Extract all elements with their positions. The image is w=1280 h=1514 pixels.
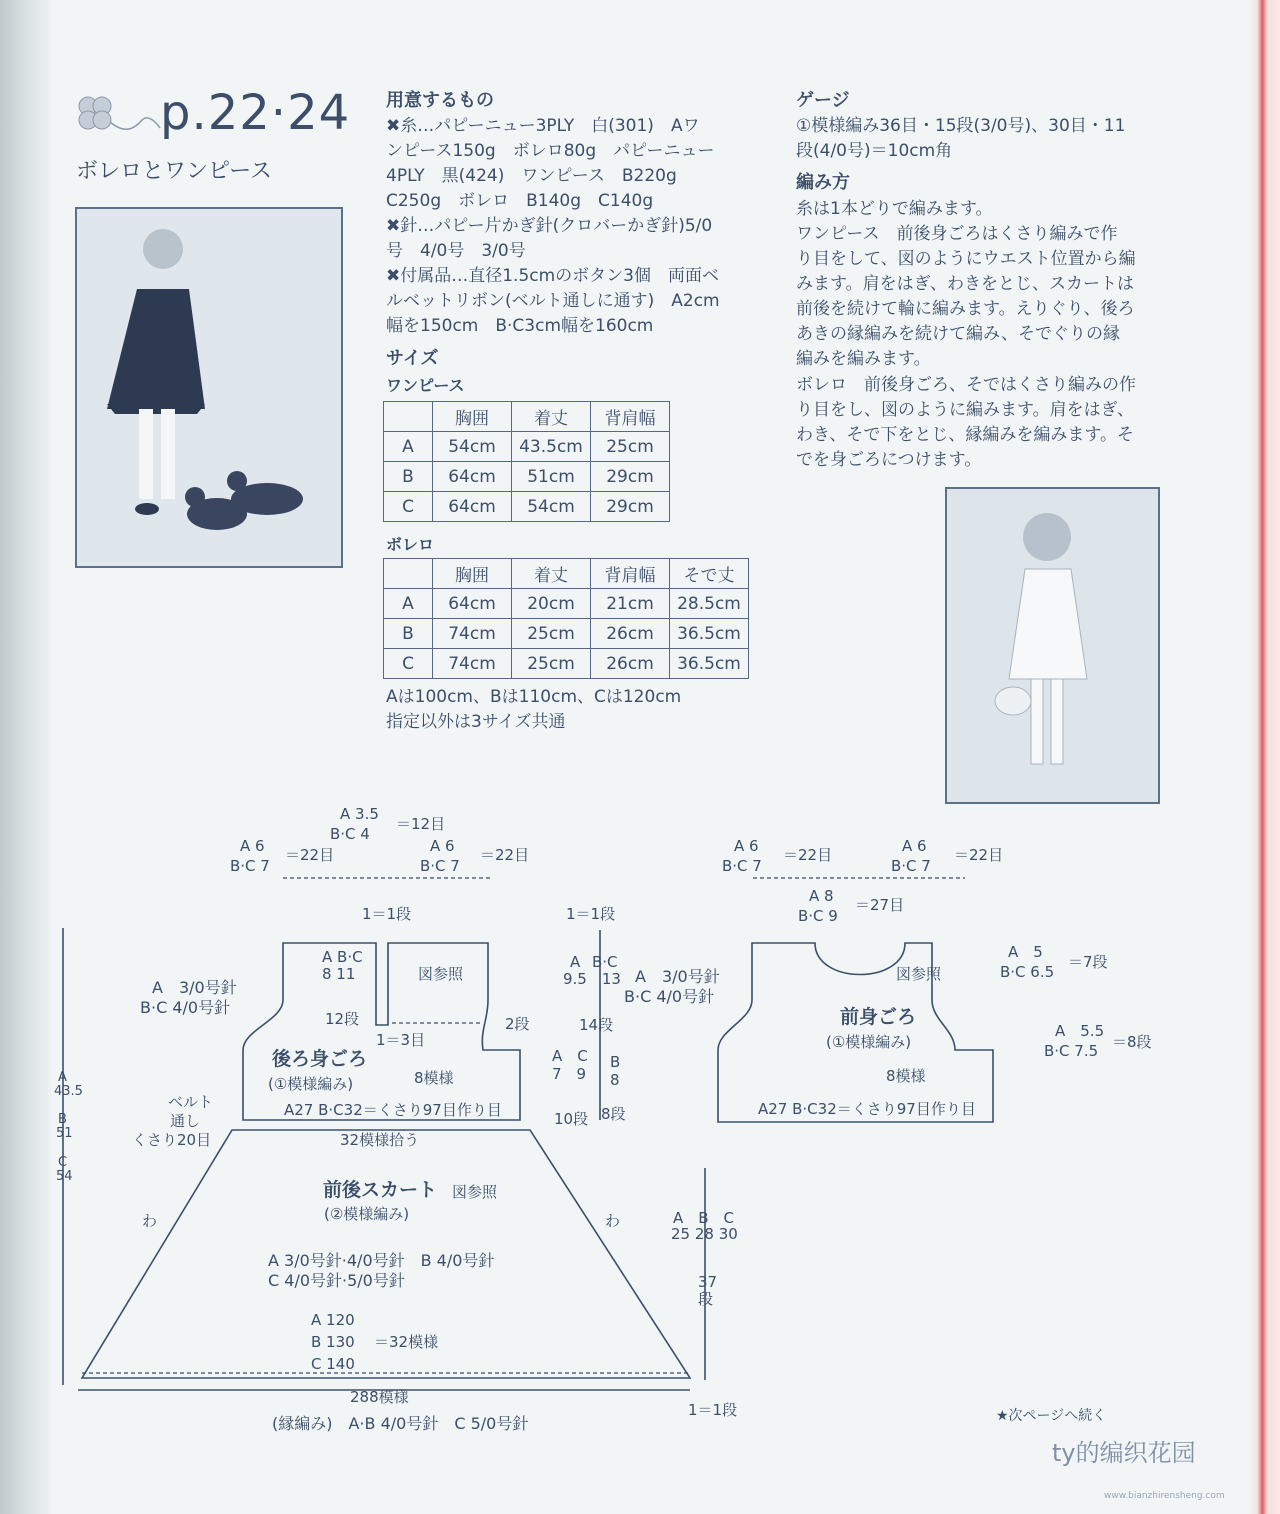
- page-reference: p.22·24: [160, 85, 351, 141]
- table-cell: 26cm: [591, 649, 670, 679]
- front-ref: 図参照: [896, 965, 942, 983]
- belt-label: くさり20目: [132, 1131, 212, 1149]
- front-shoulder-eq: ＝22目: [783, 846, 833, 864]
- materials-line: C250g ボレロ B140g C140g: [386, 191, 654, 211]
- front-shoulder-bc: B·C 7: [891, 857, 931, 875]
- mid-bc: B·C: [592, 953, 618, 971]
- back-shoulder-bc: B·C 7: [230, 857, 270, 875]
- side-b: B: [58, 1112, 67, 1127]
- skirt-pattern: (②模様編み): [324, 1205, 410, 1223]
- mid-vals: 9.5 13: [563, 970, 621, 988]
- clover-icon: [72, 92, 162, 142]
- front-t-bc: B·C 7.5: [1044, 1042, 1099, 1060]
- table-cell: A: [384, 589, 433, 619]
- method-line: ワンピース 前後身ごろはくさり編みで作: [796, 224, 1118, 244]
- table-cell: 背肩幅: [591, 559, 670, 589]
- table-row: [384, 619, 749, 649]
- table-header-row: [384, 402, 670, 432]
- table-cell: B: [384, 619, 433, 649]
- table-cell: 29cm: [591, 492, 670, 522]
- back-shoulder-eq: ＝22目: [480, 846, 530, 864]
- back-chain: A27 B·C32＝くさり97目作り目: [284, 1101, 502, 1119]
- method-line: 前後を続けて輪に編みます。えりぐり、後ろ: [796, 299, 1135, 319]
- table-cell: 25cm: [591, 432, 670, 462]
- table-cell: 25cm: [512, 649, 591, 679]
- mid-ac-rows: 10段: [554, 1110, 589, 1128]
- back-top-bc: B·C 4: [330, 825, 370, 843]
- front-shoulder-a: A 6: [902, 837, 927, 855]
- watermark-text: ty的编织花园: [1052, 1439, 1196, 1467]
- method-line: り目をして、図のようにウエスト位置から編: [796, 249, 1136, 269]
- back-repeat: 8模様: [414, 1069, 454, 1087]
- mid-b-val: 8: [610, 1071, 620, 1089]
- back-neck-rows: 12段: [325, 1010, 360, 1028]
- page-title: ボレロとワンピース: [76, 159, 273, 184]
- skirt-row1: 1＝1段: [688, 1401, 738, 1419]
- skirt-len-head: A B C: [673, 1209, 735, 1227]
- side-a: A: [58, 1070, 67, 1085]
- back-neck-a: A B·C: [322, 948, 363, 966]
- front-title: 前身ごろ: [840, 1006, 917, 1028]
- method-line: あきの縁編みを続けて編み、そでぐりの縁: [796, 324, 1121, 344]
- front-repeat: 8模様: [886, 1067, 926, 1085]
- method-line: 編みを編みます。: [796, 349, 931, 369]
- back-row3: 1＝3目: [376, 1031, 426, 1049]
- table-cell: 43.5cm: [512, 432, 591, 462]
- photo-girl-white-dress: [945, 487, 1160, 804]
- back-row1: 1＝1段: [362, 905, 412, 923]
- table-cell: 54cm: [512, 492, 591, 522]
- materials-heading: 用意するもの: [386, 90, 494, 111]
- table-cell: 着丈: [512, 402, 591, 432]
- front-shoulder-a: A 6: [734, 837, 759, 855]
- table-cell: A: [384, 432, 433, 462]
- method-line: でを身ごろにつけます。: [796, 450, 982, 470]
- table-cell: 64cm: [433, 492, 512, 522]
- mid-b-label: B: [610, 1053, 621, 1071]
- table-cell: 74cm: [433, 619, 512, 649]
- table-cell: [384, 402, 433, 432]
- table-row: [384, 432, 670, 462]
- back-shoulder-a: A 6: [240, 837, 265, 855]
- side-b-val: 51: [56, 1126, 73, 1141]
- skirt-ref: 図参照: [452, 1183, 498, 1201]
- size-note: 指定以外は3サイズ共通: [386, 712, 566, 732]
- skirt-wa-left: わ: [142, 1212, 158, 1230]
- bolero-size-label: ボレロ: [386, 535, 435, 554]
- back-ref: 図参照: [418, 965, 464, 983]
- back-top-eq: ＝12目: [396, 815, 446, 833]
- back-shoulder-eq: ＝22目: [285, 846, 335, 864]
- table-row: [384, 462, 670, 492]
- side-c: C: [58, 1155, 68, 1170]
- table-cell: 64cm: [433, 589, 512, 619]
- belt-label: ベルト: [168, 1093, 214, 1111]
- table-row: [384, 492, 670, 522]
- skirt-a: A 120: [311, 1311, 355, 1329]
- table-cell: 36.5cm: [670, 649, 749, 679]
- table-cell: 20cm: [512, 589, 591, 619]
- gauge-line: ①模様編み36目・15段(3/0号)、30目・11: [796, 116, 1126, 136]
- front-x-a: A 5: [1008, 943, 1043, 961]
- method-line: みます。肩をはぎ、わきをとじ、スカートは: [796, 274, 1134, 294]
- skirt-hook2: C 4/0号針·5/0号針: [268, 1271, 405, 1290]
- front-shoulder-eq: ＝22目: [954, 846, 1004, 864]
- table-cell: 胸囲: [433, 402, 512, 432]
- table-cell: [384, 559, 433, 589]
- bolero-size-table: [383, 558, 749, 679]
- skirt-title: 前後スカート: [323, 1179, 438, 1201]
- gauge-heading: ゲージ: [796, 90, 850, 111]
- table-cell: B: [384, 462, 433, 492]
- materials-line: 号 4/0号 3/0号: [386, 241, 526, 261]
- materials-line: ルベットリボン(ベルト通しに通す) A2cm: [386, 291, 720, 311]
- mid-hook-a: A 3/0号針: [635, 967, 720, 986]
- back-shoulder-a: A 6: [430, 837, 455, 855]
- mid-ac-label: A C: [552, 1047, 588, 1065]
- mid-a: A: [570, 953, 581, 971]
- skirt-len-vals: 25 28 30: [671, 1225, 738, 1243]
- materials-line: ✖糸…パピーニュー3PLY 白(301) Aワ: [386, 116, 700, 136]
- skirt-hook1: A 3/0号針·4/0号針 B 4/0号針: [268, 1251, 495, 1270]
- table-cell: 28.5cm: [670, 589, 749, 619]
- front-neck-a: A 8: [809, 887, 834, 905]
- method-heading: 編み方: [796, 172, 850, 193]
- front-neck-bc: B·C 9: [798, 907, 838, 925]
- skirt-len-unit: 段: [698, 1290, 714, 1308]
- table-cell: 29cm: [591, 462, 670, 492]
- skirt-eq: ＝32模様: [374, 1333, 439, 1351]
- front-x-bc: B·C 6.5: [1000, 963, 1055, 981]
- skirt-count: 288模様: [350, 1388, 409, 1406]
- side-c-val: 54: [56, 1169, 73, 1184]
- side-a-val: 43.5: [54, 1084, 83, 1099]
- continue-note: ★次ページへ続く: [996, 1408, 1107, 1424]
- back-title: 後ろ身ごろ: [272, 1048, 368, 1070]
- table-cell: 51cm: [512, 462, 591, 492]
- back-hook-a: A 3/0号針: [152, 978, 237, 997]
- mid-rows: 14段: [579, 1016, 614, 1034]
- method-line: ボレロ 前後身ごろ、そではくさり編みの作: [796, 375, 1136, 395]
- mid-ac-vals: 7 9: [552, 1065, 587, 1083]
- materials-line: 4PLY 黒(424) ワンピース B220g: [386, 166, 677, 186]
- front-pattern: (①模様編み): [826, 1033, 912, 1051]
- size-note: Aは100cm、Bは110cm、Cは120cm: [386, 687, 682, 707]
- table-cell: そで丈: [670, 559, 749, 589]
- table-cell: 背肩幅: [591, 402, 670, 432]
- gauge-line: 段(4/0号)＝10cm角: [796, 141, 953, 161]
- table-cell: 21cm: [591, 589, 670, 619]
- photo-illustration: [77, 209, 341, 566]
- skirt-c: C 140: [311, 1355, 355, 1373]
- mid-hook-bc: B·C 4/0号針: [624, 987, 715, 1006]
- front-shoulder-bc: B·C 7: [722, 857, 762, 875]
- table-cell: 36.5cm: [670, 619, 749, 649]
- materials-line: 幅を150cm B·C3cm幅を160cm: [386, 316, 654, 336]
- front-t-a: A 5.5: [1055, 1022, 1105, 1040]
- table-header-row: [384, 559, 749, 589]
- method-intro: 糸は1本どりで編みます。: [796, 199, 993, 219]
- onepiece-size-table: [383, 401, 670, 522]
- mid-b-rows: 8段: [601, 1105, 626, 1123]
- back-top-a: A 3.5: [340, 805, 379, 823]
- front-neck-eq: ＝27目: [855, 896, 905, 914]
- back-shoulder-bc: B·C 7: [420, 857, 460, 875]
- table-row: [384, 589, 749, 619]
- materials-line: ンピース150g ボレロ80g パピーニュー: [386, 141, 715, 161]
- back-neck-vals: 8 11: [322, 965, 356, 983]
- front-chain: A27 B·C32＝くさり97目作り目: [758, 1100, 976, 1118]
- back-row2: 2段: [505, 1015, 530, 1033]
- page-edge-red-band: [1248, 0, 1280, 1514]
- back-pickup: 32模様拾う: [340, 1131, 420, 1149]
- table-cell: 64cm: [433, 462, 512, 492]
- table-row: [384, 649, 749, 679]
- table-cell: C: [384, 649, 433, 679]
- skirt-b: B 130: [311, 1333, 355, 1351]
- photo-girl-with-dogs: [75, 207, 343, 568]
- method-line: り目をし、図のように編みます。肩をはぎ、: [796, 400, 1134, 420]
- back-pattern: (①模様編み): [268, 1075, 354, 1093]
- table-cell: 26cm: [591, 619, 670, 649]
- front-x-eq: ＝7段: [1068, 953, 1108, 971]
- skirt-len-rows: 37: [698, 1273, 718, 1291]
- back-hook-bc: B·C 4/0号針: [140, 998, 231, 1017]
- materials-line: ✖針…パピー片かぎ針(クロバーかぎ針)5/0: [386, 216, 713, 236]
- table-cell: C: [384, 492, 433, 522]
- table-cell: 着丈: [512, 559, 591, 589]
- mid-row1: 1＝1段: [566, 905, 616, 923]
- table-cell: 25cm: [512, 619, 591, 649]
- dashed-lines: [82, 878, 965, 1373]
- front-t-eq: ＝8段: [1112, 1033, 1152, 1051]
- table-cell: 胸囲: [433, 559, 512, 589]
- skirt-wa-right: わ: [605, 1212, 621, 1230]
- materials-line: ✖付属品…直径1.5cmのボタン3個 両面ベ: [386, 266, 720, 286]
- watermark-site: www.bianzhirensheng.com: [1104, 1491, 1225, 1501]
- method-line: わき、そで下をとじ、縁編みを編みます。そ: [796, 425, 1134, 445]
- onepiece-size-label: ワンピース: [386, 376, 465, 395]
- table-cell: 54cm: [433, 432, 512, 462]
- belt-label: 通し: [170, 1112, 201, 1130]
- table-cell: 74cm: [433, 649, 512, 679]
- photo-illustration: [947, 489, 1158, 802]
- skirt-edge: (縁編み) A·B 4/0号針 C 5/0号針: [272, 1414, 529, 1433]
- size-heading: サイズ: [386, 348, 439, 369]
